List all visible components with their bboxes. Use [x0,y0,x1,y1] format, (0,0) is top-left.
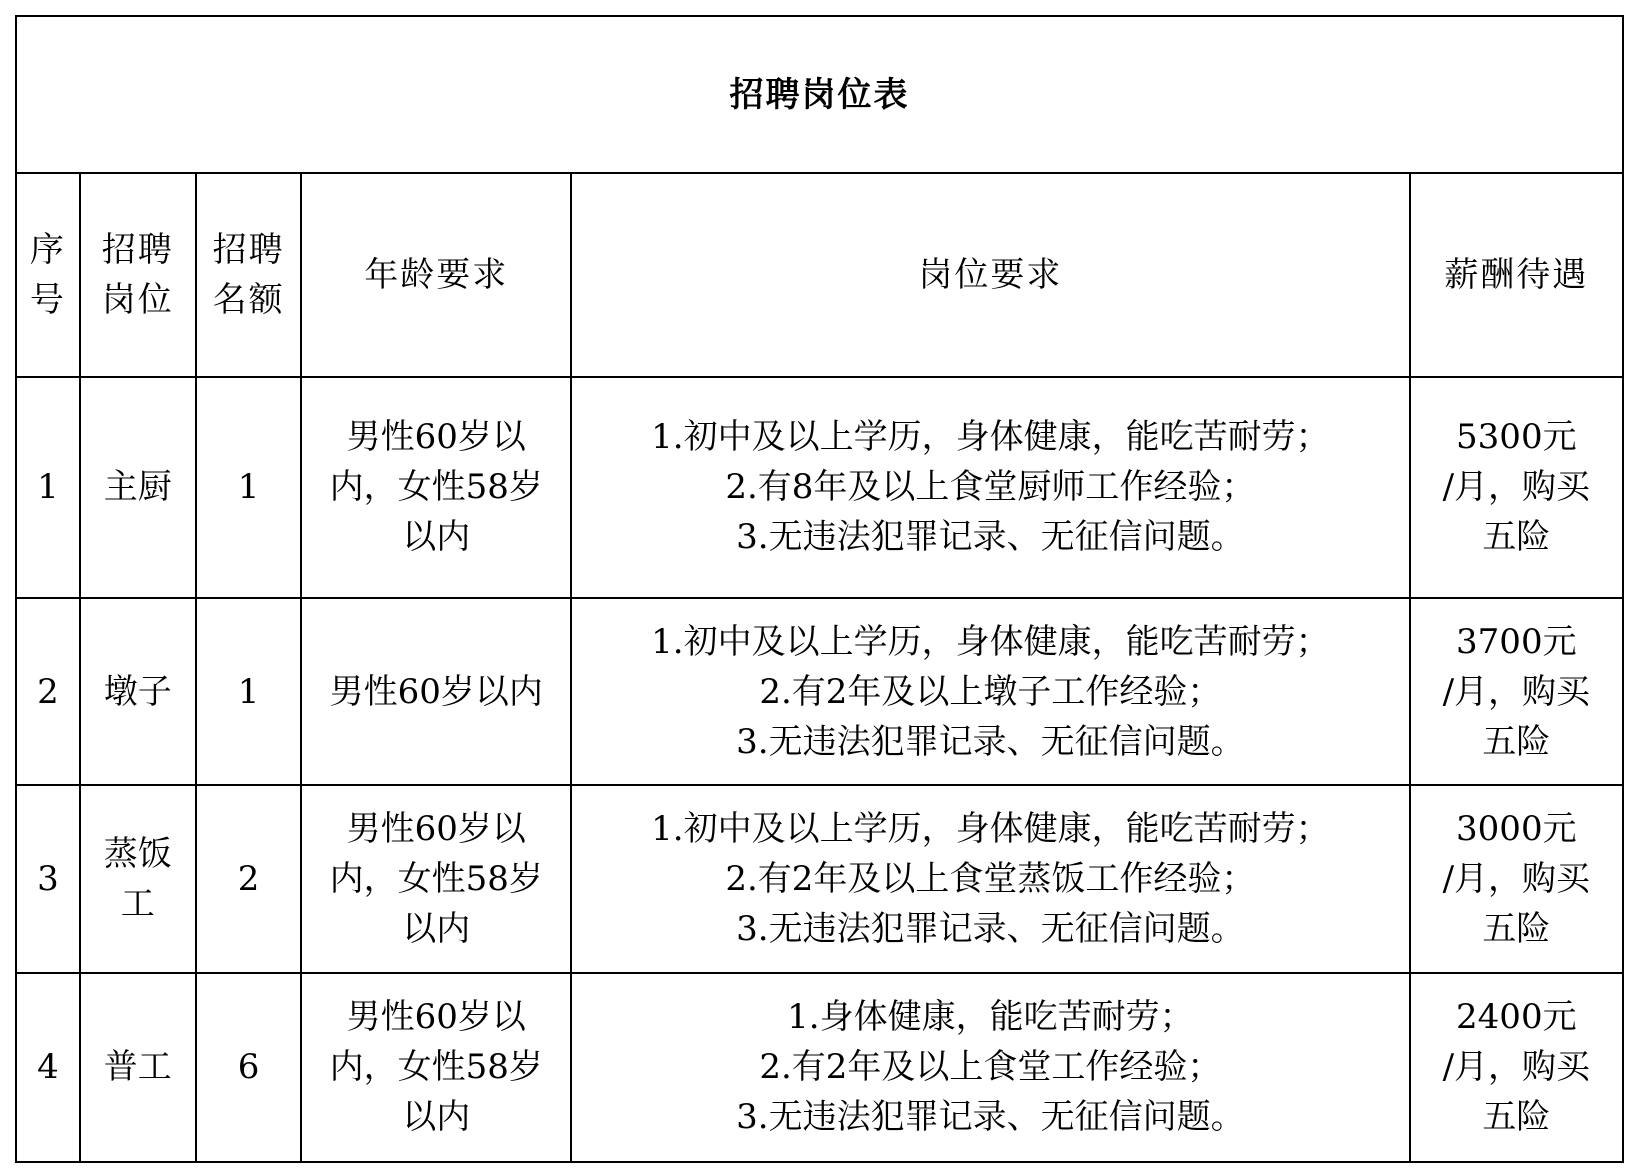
cell-line: 五险 [1482,517,1551,558]
cell-age [301,973,571,1162]
table-row [16,785,1623,972]
cell-line: 蒸饭 [103,833,172,874]
cell-salary [1410,973,1623,1162]
header-quota-line: 名额 [212,279,285,320]
table-row [16,598,1623,785]
cell-line: 2.有2年及以上食堂工作经验； [759,1047,1222,1088]
header-position-line: 招聘 [101,229,174,270]
cell-age [301,377,571,599]
cell-no: 4 [16,973,80,1162]
cell-salary [1410,785,1623,972]
table-row [16,973,1623,1162]
header-quota-line: 招聘 [212,229,285,270]
cell-line: 以内 [402,1097,471,1138]
cell-line: 1.身体健康，能吃苦耐劳； [787,997,1194,1038]
header-age: 年龄要求 [301,173,571,376]
cell-no: 2 [16,598,80,785]
cell-position [80,377,196,599]
header-requirements: 岗位要求 [571,173,1410,376]
header-position [80,173,196,376]
header-no-line: 序 [29,229,66,270]
cell-position [80,973,196,1162]
cell-line: 男性60岁以 [346,808,526,849]
cell-quota: 6 [196,973,302,1162]
cell-line: /月，购买 [1442,858,1591,899]
cell-line: 3700元 [1456,621,1577,662]
cell-no: 1 [16,377,80,599]
cell-line: /月，购买 [1442,467,1591,508]
header-quota [196,173,302,376]
cell-line: 内，女性58岁 [329,467,543,508]
table-title: 招聘岗位表 [16,16,1623,173]
cell-line: 普工 [103,1047,172,1088]
header-position-line: 岗位 [101,279,174,320]
cell-line: 3.无违法犯罪记录、无征信问题。 [736,517,1245,558]
cell-quota: 1 [196,598,302,785]
cell-no: 3 [16,785,80,972]
cell-quota: 2 [196,785,302,972]
cell-line: 内，女性58岁 [329,1047,543,1088]
header-salary: 薪酬待遇 [1410,173,1623,376]
cell-line: 五险 [1482,1097,1551,1138]
recruitment-table [15,15,1624,1163]
cell-line: 1.初中及以上学历，身体健康，能吃苦耐劳； [651,621,1330,662]
cell-quota: 1 [196,377,302,599]
cell-age [301,785,571,972]
cell-requirements [571,598,1410,785]
cell-requirements [571,377,1410,599]
cell-line: /月，购买 [1442,1047,1591,1088]
cell-line: 3.无违法犯罪记录、无征信问题。 [736,1097,1245,1138]
table-row [16,377,1623,599]
cell-line: 2.有2年及以上墩子工作经验； [759,671,1222,712]
cell-line: 工 [120,883,155,924]
header-no [16,173,80,376]
cell-requirements [571,785,1410,972]
header-no-line: 号 [29,279,66,320]
cell-line: 墩子 [103,671,172,712]
cell-line: /月，购买 [1442,671,1591,712]
cell-position [80,785,196,972]
cell-salary [1410,377,1623,599]
cell-line: 1.初中及以上学历，身体健康，能吃苦耐劳； [651,808,1330,849]
cell-line: 内，女性58岁 [329,858,543,899]
cell-line: 1.初中及以上学历，身体健康，能吃苦耐劳； [651,417,1330,458]
cell-line: 主厨 [103,467,172,508]
cell-line: 五险 [1482,721,1551,762]
cell-line: 5300元 [1456,417,1577,458]
cell-line: 2.有2年及以上食堂蒸饭工作经验； [725,858,1256,899]
cell-requirements [571,973,1410,1162]
cell-position [80,598,196,785]
cell-line: 以内 [402,517,471,558]
cell-line: 3.无违法犯罪记录、无征信问题。 [736,908,1245,949]
cell-line: 以内 [402,908,471,949]
cell-line: 3000元 [1456,808,1577,849]
cell-line: 男性60岁以 [346,997,526,1038]
cell-line: 2400元 [1456,997,1577,1038]
cell-line: 男性60岁以 [346,417,526,458]
header-row [16,173,1623,376]
cell-line: 2.有8年及以上食堂厨师工作经验； [725,467,1256,508]
cell-line: 五险 [1482,908,1551,949]
cell-age [301,598,571,785]
cell-salary [1410,598,1623,785]
cell-line: 3.无违法犯罪记录、无征信问题。 [736,721,1245,762]
cell-line: 男性60岁以内 [329,671,543,712]
